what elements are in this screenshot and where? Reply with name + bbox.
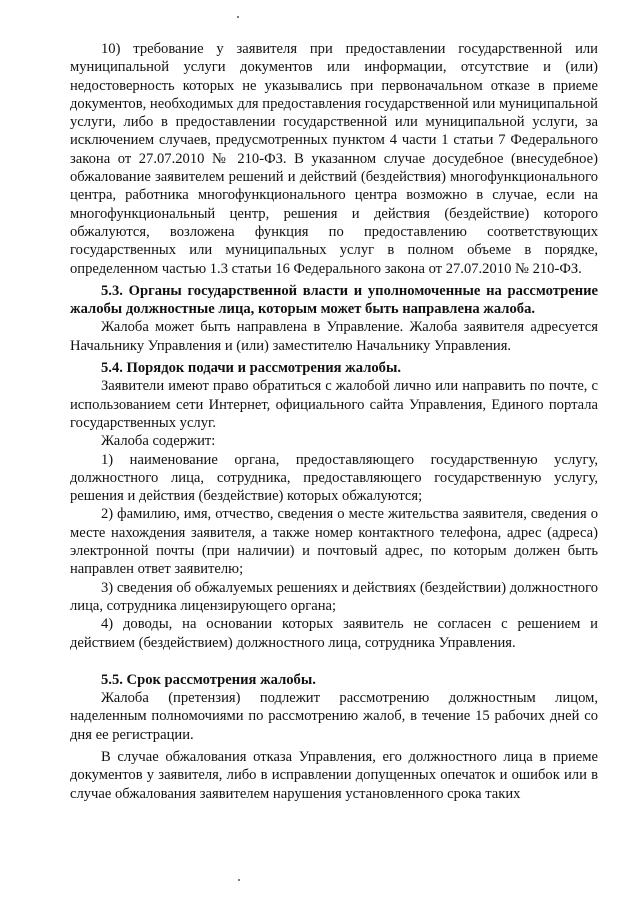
list-item-2: 2) фамилию, имя, отчество, сведения о месте жительства заявителя, сведения о месте нахождения заявителя, а также номер контактного телефона, адрес (адреса) электронной почты (при наличии) и почтовый адрес, по которым должен быть направлен ответ заявителю; — [70, 506, 598, 578]
document-body — [70, 40, 598, 803]
section-heading-5-3: 5.3. Органы государственной власти и уполномоченные на рассмотрение жалобы должностные лица, которым может быть направлена жалоба. — [70, 282, 598, 318]
section-heading-5-5: 5.5. Срок рассмотрения жалобы. — [101, 671, 316, 688]
paragraph-review-period: Жалоба (претензия) подлежит рассмотрению должностным лицом, наделенным полномочиями по рассмотрению жалоб, в течение 15 рабочих дней со дня ее регистрации. — [70, 690, 598, 743]
paragraph-item-10: 10) требование у заявителя при предоставлении государственной или муниципальной услуги документов или информации, отсутствие и (или) недостоверность которых не указывались при первоначальном отказе в приеме документов, необходимых для предоставления государственной или муниципальной услуги, либо в предоставлении государственной или муниципальной услуги, за исключением случаев, предусмотренных пунктом 4 части 1 статьи 7 Федерального закона от 27.07.2010 № 210-ФЗ. В указанном случае досудебное (внесудебное) обжалование заявителем решений и действий (бездействия) многофункционального центра, работника многофункционального центра возможно в случае, если на многофункциональный центр, решения и действия (бездействие) которого обжалуются, возложена функция по предоставлению соответствующих государственных или муниципальных услуг в полном объеме в порядке, определенном частью 1.3 статьи 16 Федерального закона от 27.07.2010 № 210-ФЗ. — [70, 41, 598, 277]
scan-speck-bottom — [238, 879, 240, 881]
list-item-1: 1) наименование органа, предоставляющего государственную услугу, должностного лица, сотрудника, предоставляющего государственную услугу, решения и действия (бездействие) которых обжалуются; — [70, 451, 598, 505]
list-item-3: 3) сведения об обжалуемых решениях и действиях (бездействии) должностного лица, сотрудника лицензирующего органа; — [70, 579, 598, 614]
scan-speck-top — [237, 16, 239, 18]
section-heading-5-4: 5.4. Порядок подачи и рассмотрения жалобы. — [101, 360, 402, 377]
paragraph-complaint-recipient: Жалоба может быть направлена в Управление. Жалоба заявителя адресуется Начальнику Управления и (или) заместителю Начальнику Управления. — [70, 319, 598, 354]
paragraph-refusal-appeal: В случае обжалования отказа Управления, его должностного лица в приеме документов у заявителя, либо в исправлении допущенных опечаток и ошибок или в случае обжалования заявителем нарушения установленного срока таких — [70, 748, 598, 802]
list-item-4: 4) доводы, на основании которых заявитель не согласен с решением и действием (бездействием) должностного лица, сотрудника Управления. — [70, 616, 598, 651]
paragraph-complaint-contents: Жалоба содержит: — [101, 433, 216, 450]
paragraph-submission-methods: Заявители имеют право обратиться с жалобой лично или направить по почте, с использованием сети Интернет, официального сайта Управления, Единого портала государственных услуг. — [70, 378, 598, 431]
